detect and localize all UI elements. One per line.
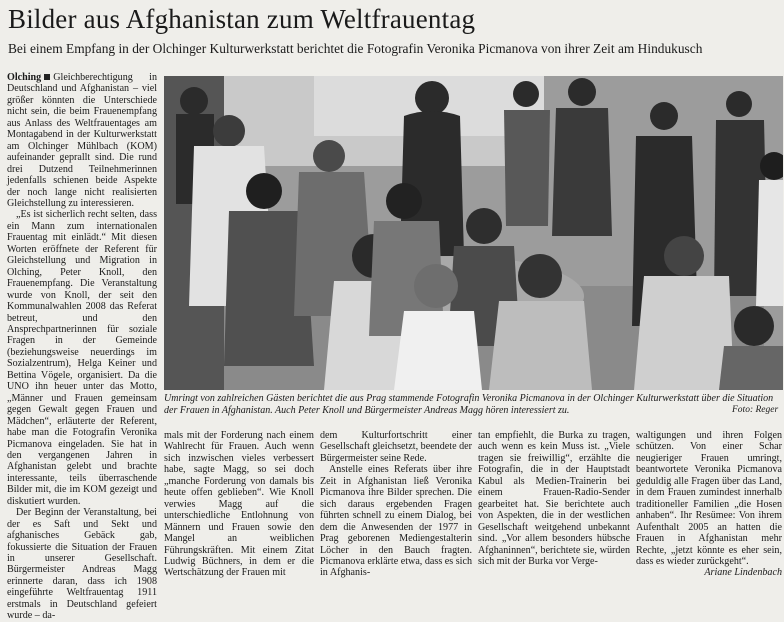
article-column-1 <box>7 72 157 622</box>
paragraph-1: Gleichberechtigung in Deutschland und Afghanistan – viel größer könnten die Unterschiede nicht sein, die beim Frauenempfang aus Anlass des Weltfrauentages am Montagabend in der Kulturwerkstatt am Olchinger Mühlbach (KOM) aufeinander geprallt sind. Die rund drei Dutzend Teilnehmerinnen jedenfalls schienen beide Aspekte der noch lange nicht realisierten Gleichstellung zu interessieren. <box>7 72 157 209</box>
article-column-5 <box>636 430 782 579</box>
paragraph-5: dem Kulturfortschritt einer Gesellschaft gleichsetzt, beendete der Bürgermeister seine Rede. <box>320 430 472 464</box>
paragraph-2: „Es ist sicherlich recht selten, dass ein Mann zum internationalen Frauentag mit einlädt.“ Mit diesen Worten eröffnete der Referent für Gleichstellung und Migration in Olching, Peter Knoll, den Frauenempfang. Die Veranstaltung wurde von Knoll, der seit den Kommunalwahlen 2008 das Referat betreut, und den Ansprechpartnerinnen für soziale Fragen in der Gemeinde (beziehungsweise neuerdings im Sozialzentrum), Helga Keiner und Bettina Vögele, organisiert. Da die UNO ihn heuer unter das Motto, „Männer und Frauen gemeinsam gegen Gewalt gegen Frauen und Mädchen“, erläuterte der Referent, habe man die Fotografin Veronika Picmanova eingeladen. Sie hat in den vergangenen Jahren in Afghanistan gelebt und brachte interessante, teils überraschende Bilder mit, die im KOM gezeigt und diskutiert wurden. <box>7 209 157 507</box>
article-column-2 <box>164 430 314 579</box>
article-column-3 <box>320 430 472 579</box>
author-signature: Ariane Lindenbach <box>704 567 782 579</box>
news-photo <box>164 76 783 390</box>
paragraph-4: mals mit der Forderung nach einem Wahlrecht für Frauen. Auch wenn sich inzwischen vieles verbessert habe, sagte Magg, so sei doch „manche Forderung von damals bis heute offen geblieben“. Wie Knoll verwies Magg auf die unterschiedliche Entlohnung von Männern und Frauen sowie den Mangel an weiblichen Führungskräften. Mit einem Zitat Ludwig Büchners, in dem er die Wertschätzung der Frauen mit <box>164 430 314 579</box>
photo-credit: Foto: Reger <box>732 405 779 415</box>
paragraph-6: Anstelle eines Referats über ihre Zeit in Afghanistan ließ Veronika Picmanova ihre Bilder sprechen. Die sich daraus ergebenden Fragen führten schnell zu einem Dialog, bei dem die Anwesenden der 1977 in Prag geborenen Mediengestalterin Löcher in den Bauch fragten. Picmanova erklärte etwa, dass es sich in Afghanis- <box>320 464 472 579</box>
headline: Bilder aus Afghanistan zum Weltfrauentag <box>8 4 476 34</box>
group-photo-illustration <box>164 76 783 390</box>
photo-caption: Umringt von zahlreichen Gästen berichtet die aus Prag stammende Fotografin Veronika Picmanova in der Olchinger Kulturwerkstatt über die Situation der Frauen in Afghanistan. Auch Peter Knoll und Bürgermeister Andreas Magg hören interessiert zu. <box>164 393 774 416</box>
article-column-4 <box>478 430 630 567</box>
square-bullet-icon <box>44 74 50 80</box>
paragraph-7: tan empfiehlt, die Burka zu tragen, auch wenn es kein Muss ist. „Viele tragen sie freiwillig“, erzählte die Fotografin, die in der Hauptstadt Kabul als Medien-Trainerin bei einem Frauen-Radio-Sender gearbeitet hat. Sie berichtete auch von Aspekten, die in der westlichen Gesellschaft weitgehend unbekannt sind. „Vor allem besonders hübsche Afghaninnen“, berichtete sie, würden sich mit der Burka vor Verge- <box>478 430 630 567</box>
dateline: Olching <box>7 72 42 83</box>
paragraph-3: Der Beginn der Veranstaltung, bei der es Saft und Sekt und afghanisches Gebäck gab, fokussierte die Situation der Frauen in unserer Gesellschaft. Bürgermeister Andreas Magg erinnerte daran, dass ich 1908 eingeführte Weltfrauentag 1911 erstmals in Deutschland gefeiert wurde – da- <box>7 507 157 622</box>
paragraph-8: waltigungen und ihren Folgen schützen. Von einer Schar neugieriger Frauen umringt, beantwortete Veronika Picmanova geduldig alle Fragen über das Land, in dem Frauen zumindest innerhalb traditioneller Familien „die Hosen anhaben“. Ihr Resümee: Von ihrem Aufenthalt 2005 an hatten die Frauen in Afghanistan mehr Rechte, „jetzt könnte es eher sein, dass es wieder zurückgeht“. <box>636 430 782 567</box>
subheadline: Bei einem Empfang in der Olchinger Kulturwerkstatt berichtet die Fotografin Veronika Picmanova von ihrer Zeit am Hindukusch <box>8 41 703 56</box>
